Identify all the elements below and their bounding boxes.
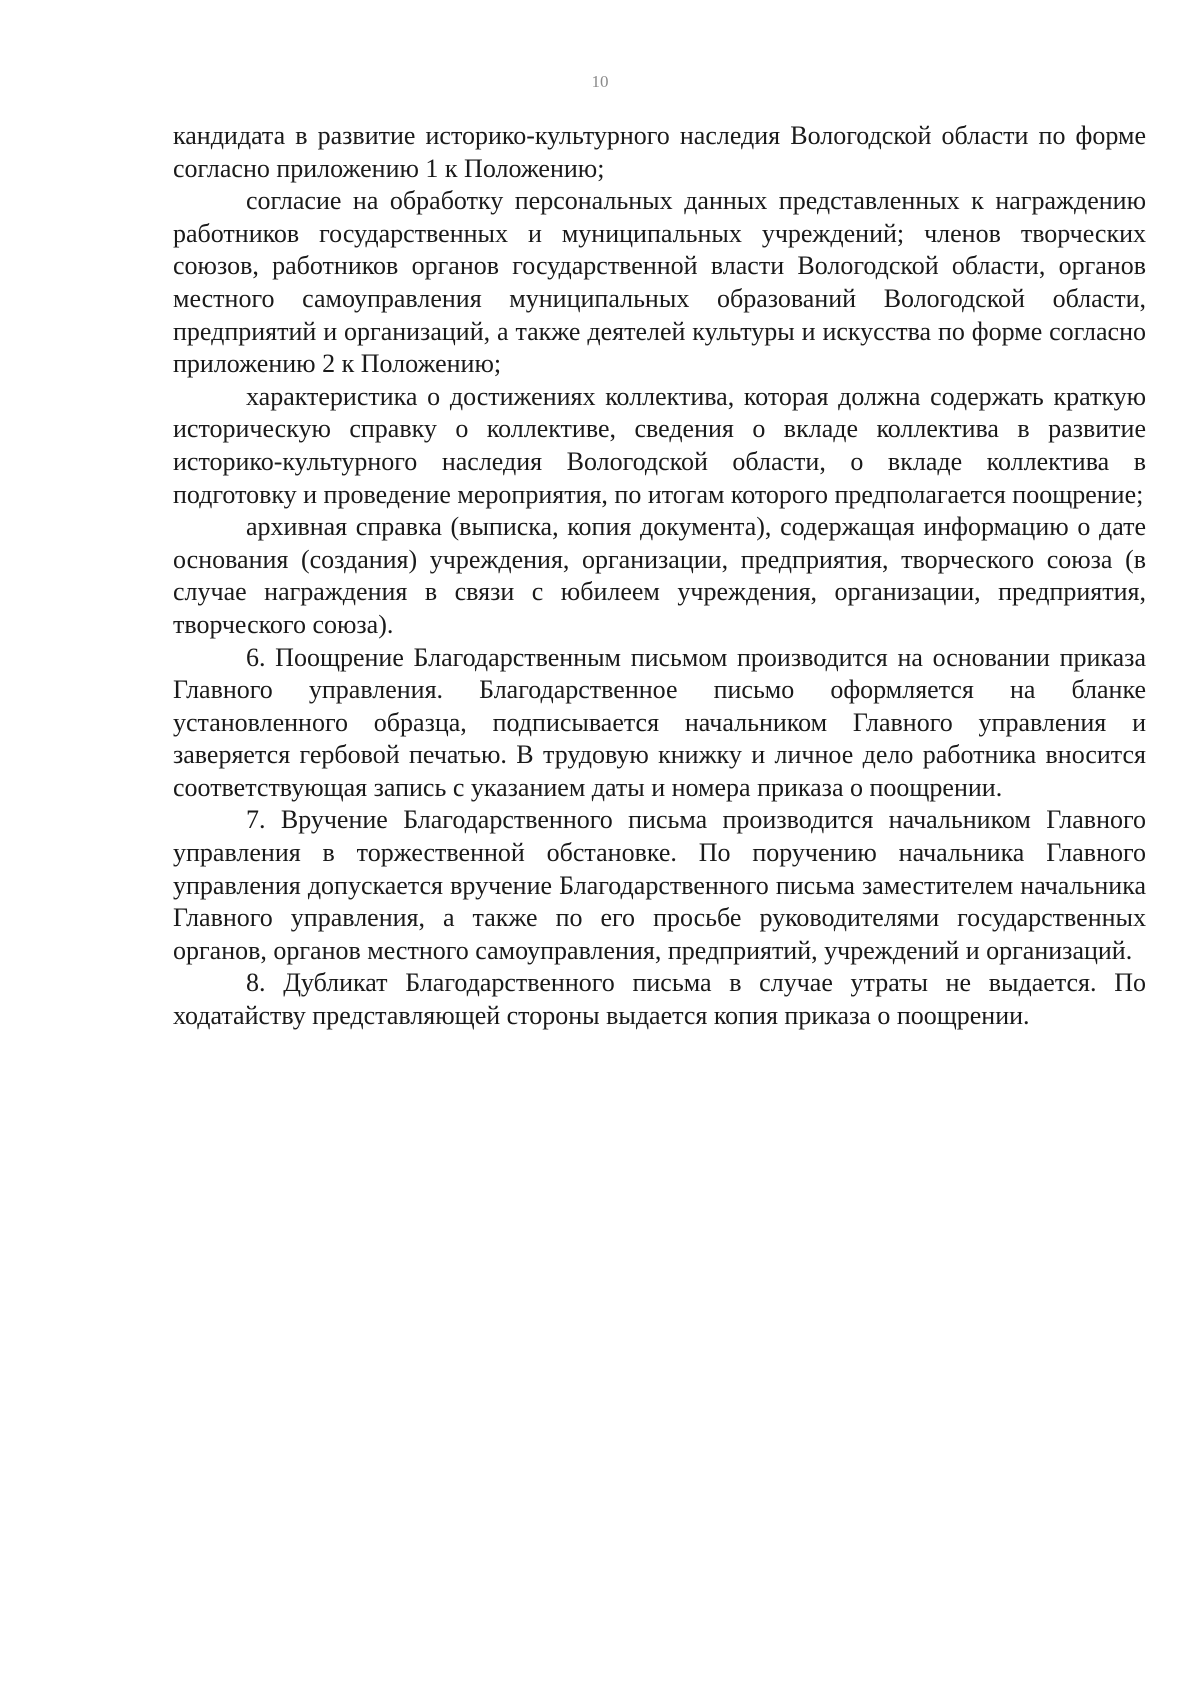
paragraph-item-7: 7. Вручение Благодарственного письма производится начальником Главного управления в торжественной обстановке. По поручению начальника Главного управления допускается вручение Благодарственного письма заместителем начальника Главного управления, а также по его просьбе руководителями государственных органов, органов местного самоуправления, предприятий, учреждений и организаций. xyxy=(173,805,1146,965)
document-body xyxy=(173,120,1146,1033)
paragraph-item-6: 6. Поощрение Благодарственным письмом производится на основании приказа Главного управления. Благодарственное письмо оформляется на бланке установленного образца, подписывается начальником Главного управления и заверяется гербовой печатью. В трудовую книжку и личное дело работника вносится соответствующая запись с указанием даты и номера приказа о поощрении. xyxy=(173,642,1146,802)
paragraph-characteristic: характеристика о достижениях коллектива, которая должна содержать краткую историческую справку о коллективе, сведения о вкладе коллектива в развитие историко-культурного наследия Вологодской области, о вкладе коллектива в подготовку и проведение мероприятия, по итогам которого предполагается поощрение; xyxy=(173,381,1146,509)
paragraph-archive-reference: архивная справка (выписка, копия документа), содержащая информацию о дате основания (создания) учреждения, организации, предприятия, творческого союза (в случае награждения в связи с юбилеем учреждения, организации, предприятия, творческого союза). xyxy=(173,512,1146,639)
paragraph-consent: согласие на обработку персональных данных представленных к награждению работников государственных и муниципальных учреждений; членов творческих союзов, работников органов государственной власти Вологодской области, органов местного самоуправления муниципальных образований Вологодской области, предприятий и организаций, а также деятелей культуры и искусства по форме согласно приложению 2 к Положению; xyxy=(173,186,1146,379)
paragraph-continuation: кандидата в развитие историко-культурного наследия Вологодской области по форме согласно приложению 1 к Положению; xyxy=(173,121,1146,183)
page-number: 10 xyxy=(591,72,609,91)
paragraph-item-8: 8. Дубликат Благодарственного письма в случае утраты не выдается. По ходатайству представляющей стороны выдается копия приказа о поощрении. xyxy=(173,968,1146,1031)
